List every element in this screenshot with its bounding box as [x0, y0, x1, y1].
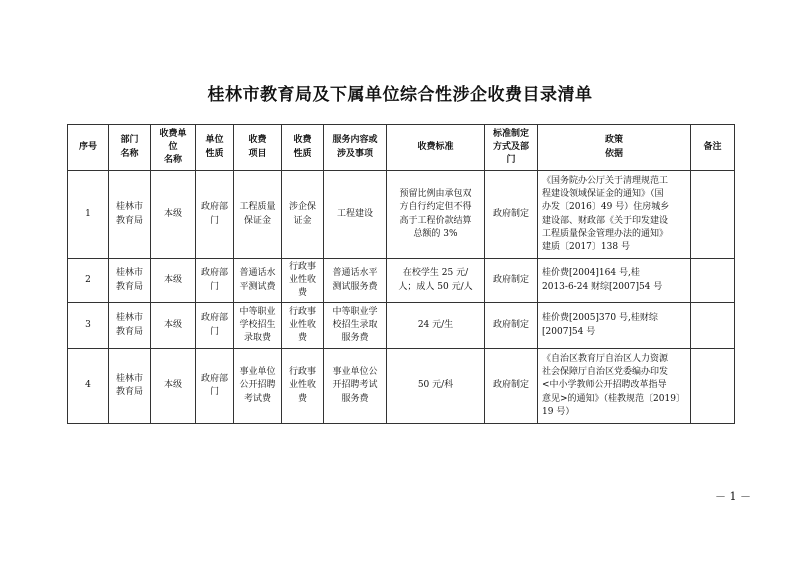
table-header-row [68, 125, 735, 171]
header-basis: 政策 依据 [538, 125, 691, 171]
cell-remark [691, 349, 735, 424]
table-row [68, 259, 735, 303]
cell-dept: 桂林市 教育局 [109, 303, 151, 349]
cell-service: 工程建设 [324, 171, 387, 259]
header-standard: 收费标准 [387, 125, 485, 171]
cell-unit: 本级 [151, 349, 196, 424]
cell-fee-nature: 行政事 业性收 费 [282, 303, 324, 349]
header-unit: 收费单 位 名称 [151, 125, 196, 171]
fee-catalog-table [67, 124, 735, 424]
cell-basis: 《自治区教育厅自治区人力资源 社会保障厅自治区党委编办印发 <中小学教师公开招聘改革指导 意见>的通知》（桂教规范〔2019〕 19 号） [538, 349, 691, 424]
cell-service: 普通话水平 测试服务费 [324, 259, 387, 303]
cell-unit: 本级 [151, 303, 196, 349]
table-row [68, 303, 735, 349]
cell-method: 政府制定 [485, 303, 538, 349]
cell-basis: 《国务院办公厅关于清理规范工 程建设领域保证金的通知》（国 办发〔2016〕49 号）住房城乡 建设部、财政部《关于印发建设 工程质量保金管理办法的通知》 建质〔2017〕138 号 [538, 171, 691, 259]
cell-item: 事业单位 公开招聘 考试费 [234, 349, 282, 424]
cell-item: 中等职业 学校招生 录取费 [234, 303, 282, 349]
cell-method: 政府制定 [485, 259, 538, 303]
cell-dept: 桂林市 教育局 [109, 171, 151, 259]
cell-method: 政府制定 [485, 349, 538, 424]
header-item: 收费 项目 [234, 125, 282, 171]
header-fee-nature: 收费 性质 [282, 125, 324, 171]
cell-service: 事业单位公 开招聘考试 服务费 [324, 349, 387, 424]
cell-dept: 桂林市 教育局 [109, 259, 151, 303]
header-nature: 单位 性质 [196, 125, 234, 171]
cell-remark [691, 171, 735, 259]
cell-fee-nature: 行政事 业性收 费 [282, 259, 324, 303]
header-method: 标准制定 方式及部 门 [485, 125, 538, 171]
document-title: 桂林市教育局及下属单位综合性涉企收费目录清单 [207, 85, 593, 105]
table-row [68, 171, 735, 259]
table-row [68, 349, 735, 424]
header-no: 序号 [68, 125, 109, 171]
cell-unit: 本级 [151, 259, 196, 303]
cell-fee-nature: 涉企保 证金 [282, 171, 324, 259]
page-number: － 1 － [715, 490, 751, 503]
header-remark: 备注 [691, 125, 735, 171]
cell-basis: 桂价费[2004]164 号,桂 2013-6-24 财综[2007]54 号 [538, 259, 691, 303]
cell-service: 中等职业学 校招生录取 服务费 [324, 303, 387, 349]
cell-basis: 桂价费[2005]370 号,桂财综 [2007]54 号 [538, 303, 691, 349]
cell-item: 工程质量 保证金 [234, 171, 282, 259]
cell-no: 2 [68, 259, 109, 303]
cell-standard: 50 元/科 [387, 349, 485, 424]
cell-remark [691, 259, 735, 303]
cell-no: 3 [68, 303, 109, 349]
header-service: 服务内容或 涉及事项 [324, 125, 387, 171]
cell-dept: 桂林市 教育局 [109, 349, 151, 424]
cell-nature: 政府部 门 [196, 349, 234, 424]
cell-nature: 政府部 门 [196, 259, 234, 303]
cell-unit: 本级 [151, 171, 196, 259]
cell-standard: 24 元/生 [387, 303, 485, 349]
cell-standard: 预留比例由承包双 方自行约定但不得 高于工程价款结算 总额的 3% [387, 171, 485, 259]
cell-no: 4 [68, 349, 109, 424]
cell-fee-nature: 行政事 业性收 费 [282, 349, 324, 424]
cell-method: 政府制定 [485, 171, 538, 259]
cell-item: 普通话水 平测试费 [234, 259, 282, 303]
cell-no: 1 [68, 171, 109, 259]
cell-standard: 在校学生 25 元/ 人；成人 50 元/人 [387, 259, 485, 303]
header-dept: 部门 名称 [109, 125, 151, 171]
cell-nature: 政府部 门 [196, 171, 234, 259]
cell-remark [691, 303, 735, 349]
cell-nature: 政府部 门 [196, 303, 234, 349]
